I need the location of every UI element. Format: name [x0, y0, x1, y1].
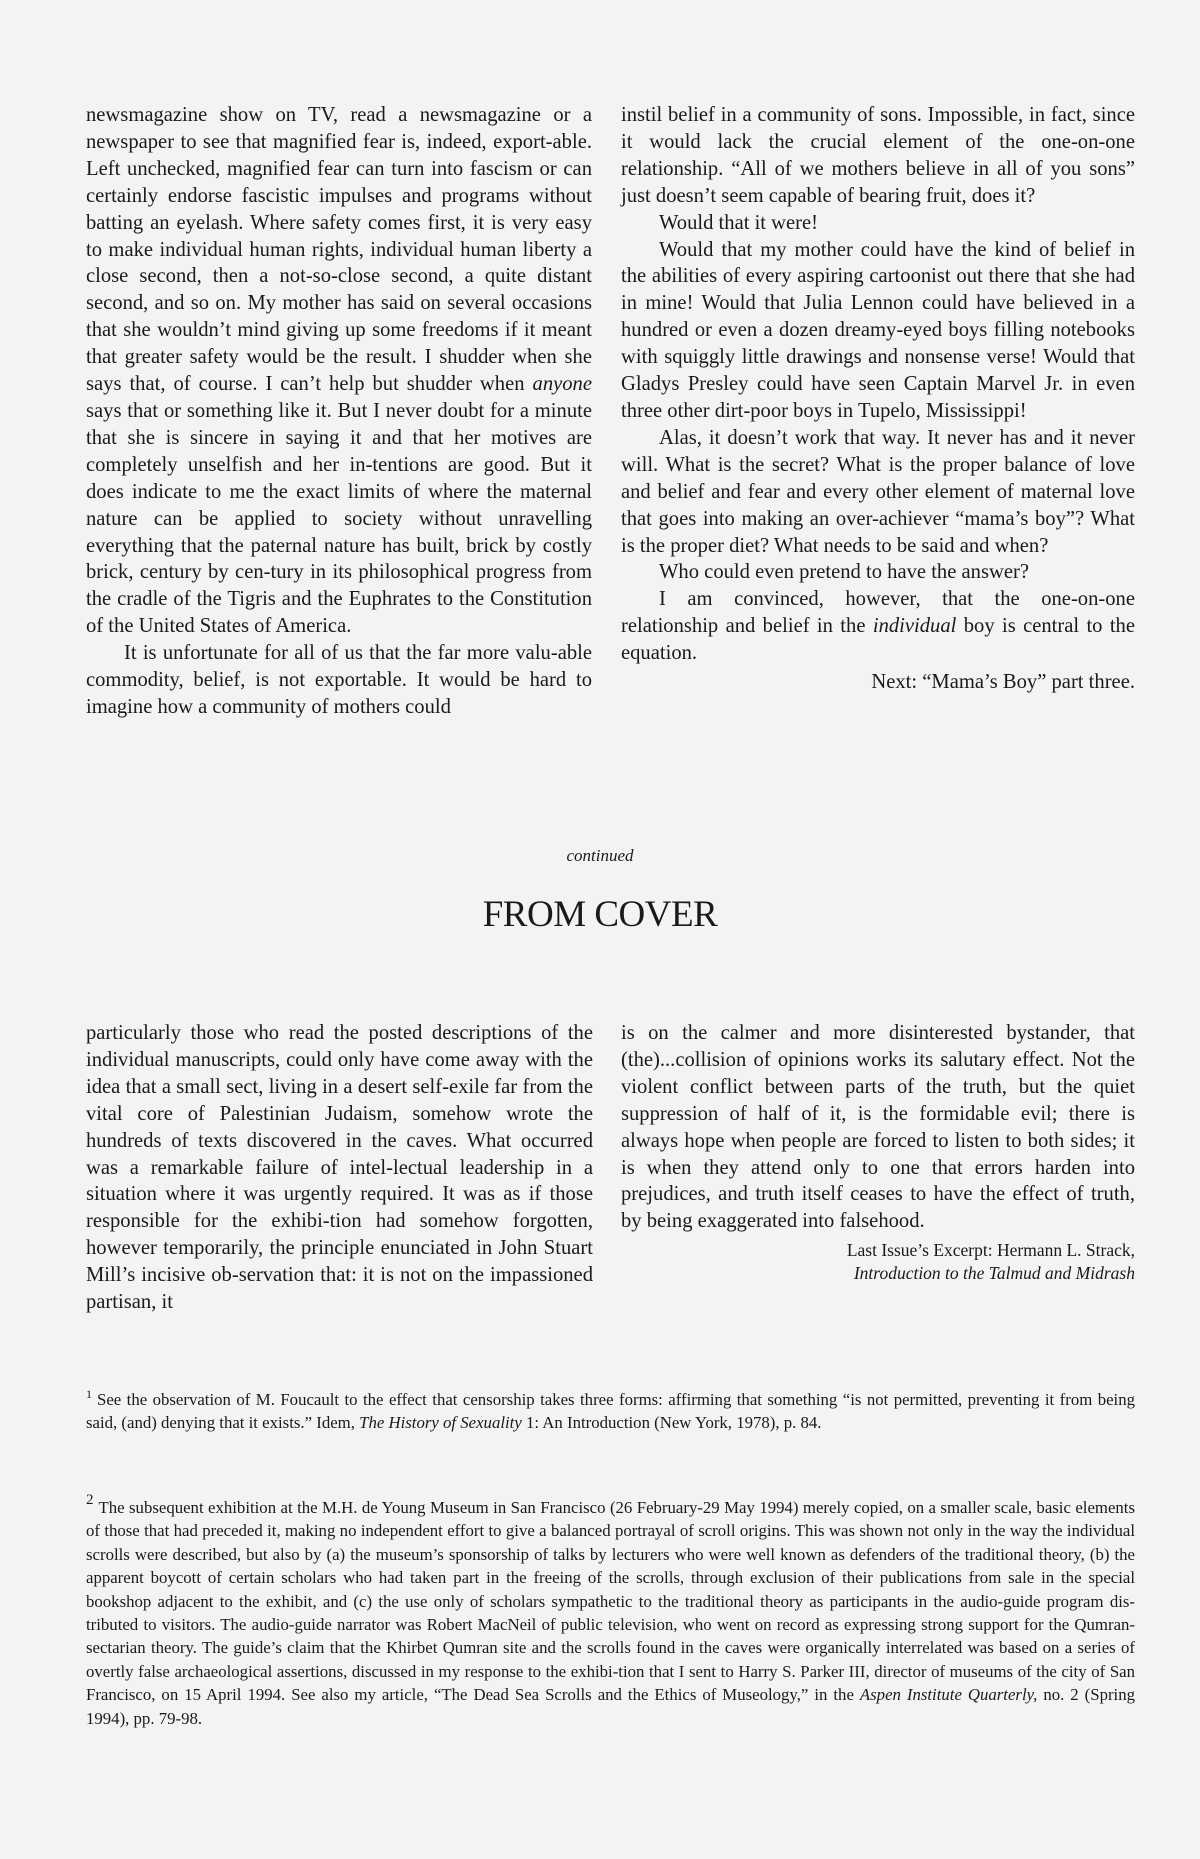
column-b	[621, 102, 1135, 696]
text-run: newsmagazine show on TV, read a newsmagazine or a newspaper to see that magnified fear is, indeed, export-able. Left unchecked, magnified fear can turn into fascism or can certainly endorse fascistic impulses and programs without batting an eyelash. Where safety comes first, it is very easy to make individual human rights, individual human liberty a close second, then a not-so-close second, a quite distant second, and so on. My mother has said on several occasions that she wouldn’t mind giving up some freedoms if it meant that greater safety would be the result. I shudder when she says that, of course. I can’t help but shudder when	[86, 104, 592, 396]
paragraph: is on the calmer and more disinterested bystander, that (the)...collision of opinions works its salutary effect. Not the violent conflict between parts of the truth, but the quiet suppression of half of it, is the formidable evil; there is always hope when people are forced to listen to both sides; it is when they attend only to one that errors harden into prejudices, and truth itself ceases to have the effect of truth, by being exaggerated into falsehood.	[621, 1022, 1135, 1233]
paragraph: Would that it were!	[659, 211, 819, 234]
paragraph: instil belief in a community of sons. Impossible, in fact, since it would lack the crucial element of the one-on-one relationship. “All of we mothers believe in all of you sons” just doesn’t seem capable of bearing fruit, does it?	[621, 104, 1135, 207]
column-c	[86, 1020, 593, 1316]
excerpt-label: Last Issue’s Excerpt: Hermann L. Strack,	[846, 1240, 1135, 1261]
paragraph	[86, 102, 592, 640]
column-a	[86, 102, 592, 721]
book-title: The History of Sexuality	[359, 1413, 522, 1433]
paragraph: Would that my mother could have the kind of belief in the abilities of every aspiring cartoonist out there that she had in mine! Would that Julia Lennon could have believed in a hundred or even a dozen dreamy-eyed boys filling notebooks with squiggly little drawings and nonsense verse! Would that Gladys Presley could have seen Captain Marvel Jr. in even three other dirt-poor boys in Tupelo, Mississippi!	[621, 238, 1135, 422]
text-run: says that or something like it. But I never doubt for a minute that she is sincere in saying it and that her motives are completely unselfish and her in-tentions are good. But it does indicate to me the exact limits of where the maternal nature can be applied to society without unravelling everything that the paternal nature has built, brick by costly brick, century by cen-tury in its philosophical progress from the cradle of the Tigris and the Euphrates to the Constitution of the United States of America.	[86, 399, 592, 638]
footnote-mark: 1	[86, 1387, 92, 1401]
journal-title: Aspen Institute Quarterly,	[859, 1685, 1038, 1705]
paragraph: It is unfortunate for all of us that the far more valu-able commodity, belief, is not exportable. It would be hard to imagine how a community of mothers could	[86, 642, 592, 718]
paragraph: Alas, it doesn’t work that way. It never has and it never will. What is the secret? What is the proper balance of love and belief and fear and every other element of maternal love that goes into making an over-achiever “mama’s boy”? What is the proper diet? What needs to be said and when?	[621, 426, 1135, 557]
continued-label: continued	[566, 846, 634, 865]
text-run: The subsequent exhibition at the M.H. de Young Museum in San Francisco (26 February-29 May 1994) merely copied, on a smaller scale, basic elements of those that had preceded it, making no independent effort to give a balanced portrayal of scroll origins. This was shown not only in the way the individual scrolls were described, but also by (a) the museum’s sponsorship of talks by lecturers who were well known as defenders of the traditional theory, (b) the apparent boycott of certain scholars who had taken part in the freeing of the scrolls, through exclusion of their publications from sale in the special bookshop adjacent to the exhibit, and (c) the use only of scholars sympathetic to the traditional theory as participants in the audio-guide program dis-tributed to visitors. The audio-guide narrator was Robert MacNeil of public television, who went on record as expressing strong support for the Qumran-sectarian theory. The guide’s claim that the Khirbet Qumran site and the scrolls found in the caves were organically interrelated was based on a series of overtly false archaeological assertions, discussed in my response to the exhibi-tion that I sent to Harry S. Parker III, director of museums of the city of San Francisco, on 15 April 1994. See also my article, “The Dead Sea Scrolls and the Ethics of Museology,” in the	[86, 1498, 1135, 1705]
section-heading: FROM COVER	[482, 894, 718, 935]
column-d	[621, 1020, 1135, 1285]
text-run: 1: An Introduction (New York, 1978), p. 84.	[521, 1413, 822, 1433]
emphasis: anyone	[532, 373, 592, 396]
last-issue-excerpt	[621, 1239, 1135, 1285]
emphasis: individual	[872, 615, 957, 638]
footnote-1	[86, 1383, 1135, 1435]
text-run: See the observation of M. Foucault to the effect that censorship takes three forms: affirming that something “is not permitted, preventing it from being said, (and) denying that it exists.” Idem,	[86, 1390, 1135, 1433]
footnote-mark: 2	[86, 1492, 94, 1508]
excerpt-title: Introduction to the Talmud and Midrash	[853, 1263, 1135, 1284]
paragraph: particularly those who read the posted descriptions of the individual manuscripts, could only have come away with the idea that a small sect, living in a desert self-exile far from the vital core of Palestinian Judaism, somehow wrote the hundreds of texts discovered in the caves. What occurred was a remarkable failure of intel-lectual leadership in a situation where it was urgently required. It was as if those responsible for the exhibi-tion had somehow forgotten, however temporarily, the principle enunciated in John Stuart Mill’s incisive ob-servation that: it is not on the impassioned partisan, it	[86, 1022, 593, 1314]
next-installment-note: Next: “Mama’s Boy” part three.	[871, 671, 1135, 694]
text-run: boy is central to the equation.	[621, 615, 1135, 665]
paragraph: Who could even pretend to have the answer?	[659, 561, 1029, 584]
text-run: I am convinced, however, that the one-on-one relationship and belief in the	[621, 588, 1135, 638]
paragraph	[621, 586, 1135, 667]
text-run: no. 2 (Spring 1994), pp. 79-98.	[86, 1685, 1136, 1728]
footnote-2	[86, 1489, 1135, 1730]
